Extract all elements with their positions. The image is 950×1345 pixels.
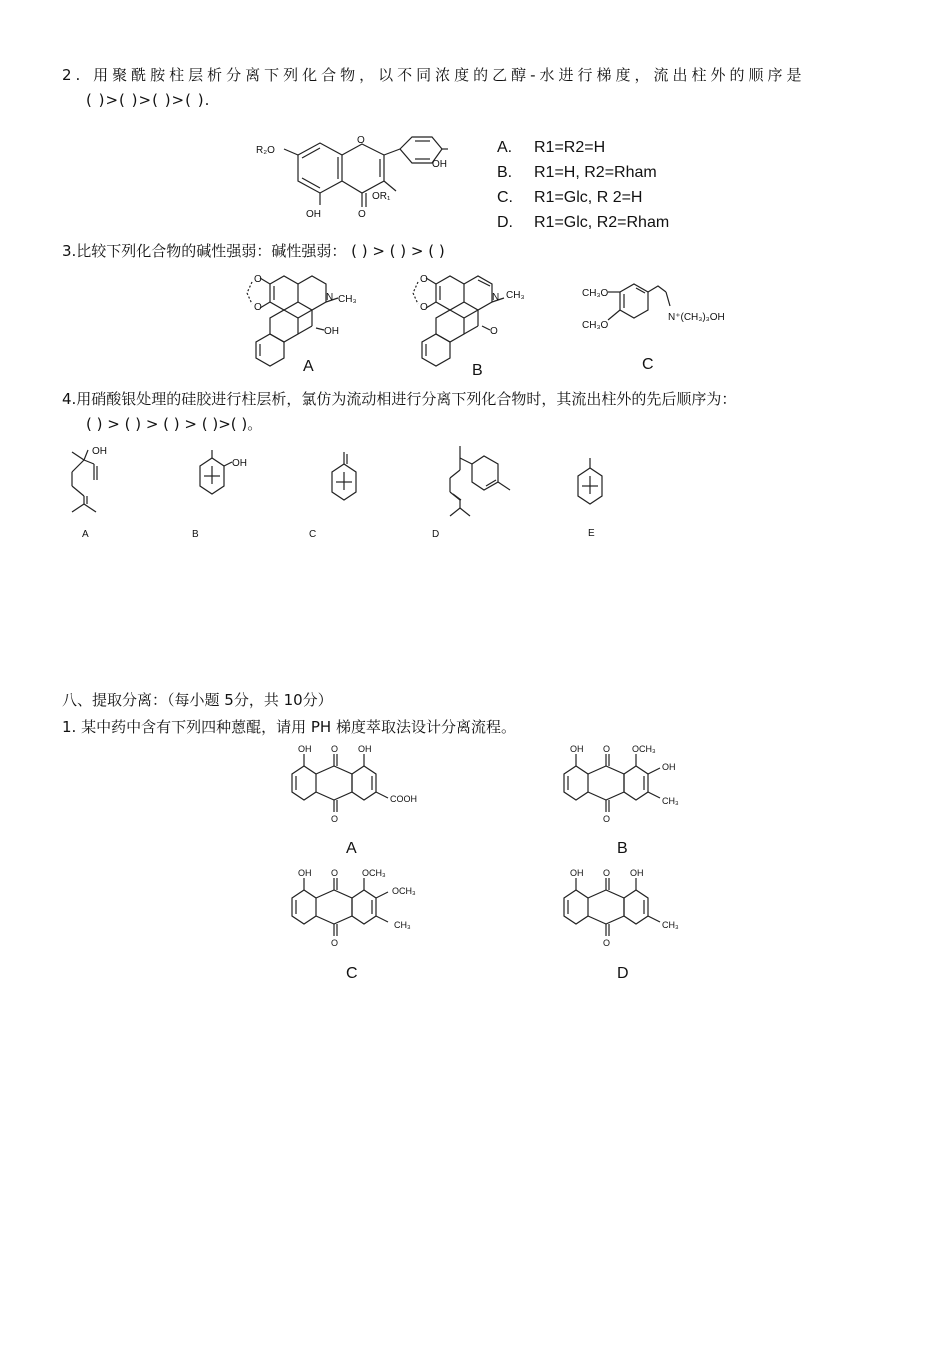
q3c-methoxy-bottom: CH₃O — [582, 320, 609, 331]
q3-structure-a-aporphine — [240, 262, 370, 362]
s8-structure-a-anthraquinone — [280, 740, 440, 830]
q3b-oxygen-top: O — [420, 274, 428, 285]
q4-label-b: B — [192, 529, 199, 540]
q3a-hydroxyl: OH — [324, 326, 339, 337]
q4-label-c: C — [309, 529, 317, 540]
q3b-methyl: CH₃ — [506, 290, 525, 301]
s8c-o-bottom: O — [331, 938, 339, 948]
s8b-o-top: O — [603, 744, 611, 754]
q2-b-ring-oh-label: OH — [432, 159, 447, 170]
s8b-methyl: CH₃ — [662, 796, 679, 806]
s8-label-b: B — [617, 840, 628, 857]
s8b-oh-side: OH — [662, 762, 676, 772]
q4-structure-b-borneol — [186, 450, 256, 505]
s8b-oh-left: OH — [570, 744, 584, 754]
q4-structure-d-bisabolene — [426, 444, 526, 524]
s8a-carboxyl: COOH — [390, 794, 417, 804]
q4-structure-a-linalool — [58, 442, 118, 520]
q2-carbonyl-oxygen-label: O — [358, 209, 366, 220]
s8b-o-bottom: O — [603, 814, 611, 824]
q2-r2o-label: R₂O — [256, 145, 275, 156]
q2-stem-line1: 2. 用聚酰胺柱层析分离下列化合物，以不同浓度的乙醇-水进行梯度，流出柱外的顺序是 — [62, 66, 806, 84]
q4-structure-e-pinane — [572, 456, 612, 511]
s8d-methyl: CH₃ — [662, 920, 679, 930]
q2-5-oh-label: OH — [306, 209, 321, 220]
q3b-nitrogen: N — [492, 292, 500, 303]
q4-label-e: E — [588, 528, 595, 539]
q3c-ammonium-group: N⁺(CH₃)₃OH — [668, 312, 725, 323]
q4-stem-line1: 4.用硝酸银处理的硅胶进行柱层析，氯仿为流动相进行分离下列化合物时，其流出柱外的先后顺序为： — [62, 390, 737, 408]
q3c-methoxy-top: CH₃O — [582, 288, 609, 299]
s8-q1-stem: 1. 某中药中含有下列四种蒽醌，请用 PH 梯度萃取法设计分离流程。 — [62, 718, 516, 736]
s8-label-a: A — [346, 840, 357, 857]
s8c-oh-left: OH — [298, 868, 312, 878]
s8a-oh-left: OH — [298, 744, 312, 754]
s8d-oh-left: OH — [570, 868, 584, 878]
s8c-methoxy-side: OCH₃ — [392, 886, 416, 896]
s8c-methyl: CH₃ — [394, 920, 411, 930]
s8a-o-top: O — [331, 744, 339, 754]
s8-structure-b-anthraquinone — [552, 740, 712, 830]
q4a-hydroxyl: OH — [92, 446, 107, 457]
q4-stem-line2: ( ) > ( ) > ( ) > ( )>( )。 — [86, 415, 263, 433]
q2-flavonol-structure — [250, 135, 460, 230]
s8c-o-top: O — [331, 868, 339, 878]
s8d-o-top: O — [603, 868, 611, 878]
q2-option-c-letter: C. — [497, 189, 513, 206]
q4b-hydroxyl: OH — [232, 458, 247, 469]
q2-option-b-letter: B. — [497, 164, 513, 181]
q4-structure-c-camphene — [320, 450, 370, 505]
q3a-oxygen-bottom: O — [254, 302, 262, 313]
q2-stem-line2: ( )>( )>( )>( ). — [86, 91, 211, 109]
q2-option-c-text: R1=Glc, R 2=H — [534, 189, 643, 206]
s8d-o-bottom: O — [603, 938, 611, 948]
q2-option-d-letter: D. — [497, 214, 513, 231]
q4-label-d: D — [432, 529, 440, 540]
s8d-oh-right: OH — [630, 868, 644, 878]
q2-ring-oxygen-label: O — [357, 135, 365, 146]
q2-option-b-text: R1=H, R2=Rham — [534, 164, 657, 181]
q3a-nitrogen: N — [326, 292, 334, 303]
q3-label-a: A — [303, 358, 314, 375]
q3b-keto-oxygen: O — [490, 326, 498, 337]
q3b-oxygen-bottom: O — [420, 302, 428, 313]
s8a-oh-right: OH — [358, 744, 372, 754]
s8-label-c: C — [346, 965, 358, 982]
q3a-oxygen-top: O — [254, 274, 262, 285]
q2-option-a-text: R1=R2=H — [534, 139, 606, 156]
s8a-o-bottom: O — [331, 814, 339, 824]
q4-label-a: A — [82, 529, 89, 540]
s8-label-d: D — [617, 965, 629, 982]
s8-header: 八、提取分离：（每小题 5分，共 10分） — [62, 691, 333, 709]
s8c-methoxy-top: OCH₃ — [362, 868, 386, 878]
s8-structure-c-anthraquinone — [280, 864, 440, 954]
q2-option-a-letter: A. — [497, 139, 513, 156]
q3-label-c: C — [642, 356, 654, 373]
q2-or1-label: OR₁ — [372, 191, 391, 202]
s8b-methoxy: OCH₃ — [632, 744, 656, 754]
q3-structure-b-oxoaporphine — [406, 262, 536, 362]
q3-structure-c-quaternary-amine — [580, 280, 740, 340]
q3-label-b: B — [472, 362, 483, 379]
q3-stem: 3.比较下列化合物的碱性强弱：碱性强弱： ( ) > ( ) > ( ) — [62, 242, 445, 260]
q3a-methyl: CH₃ — [338, 294, 357, 305]
q2-option-d-text: R1=Glc, R2=Rham — [534, 214, 670, 231]
s8-structure-d-anthraquinone — [552, 864, 712, 954]
